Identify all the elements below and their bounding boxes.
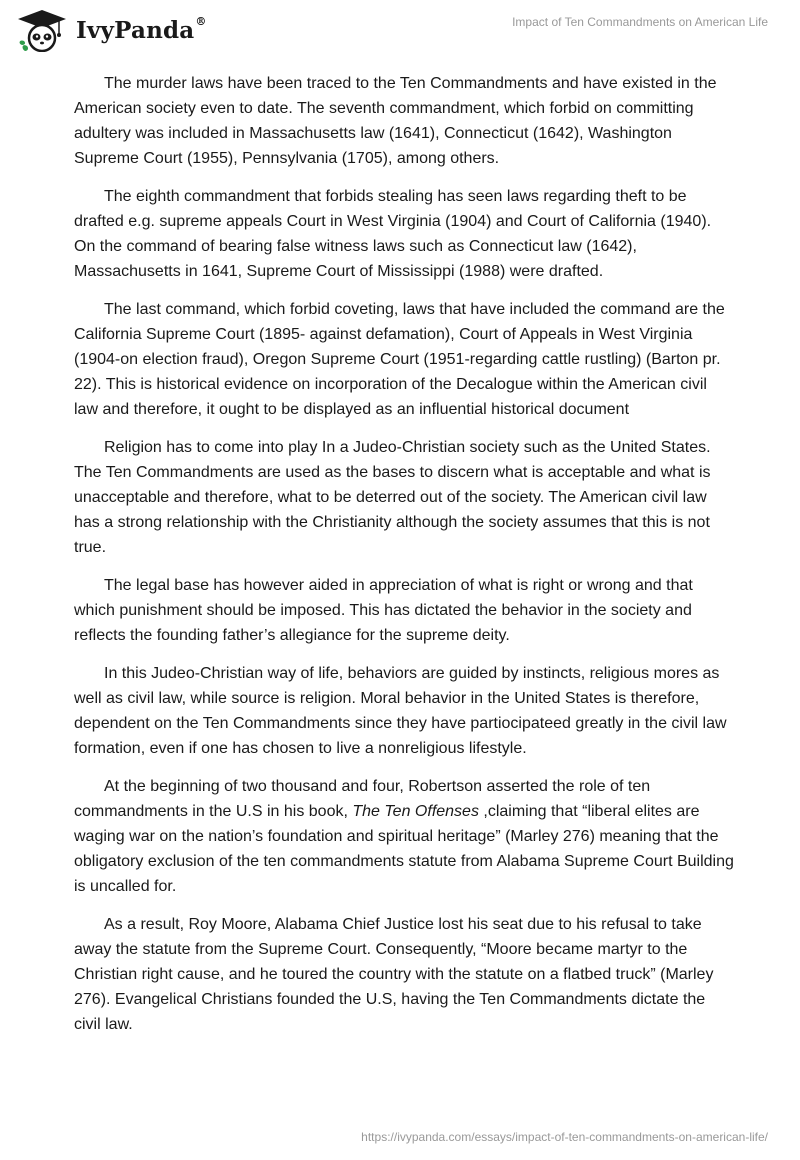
document-title: Impact of Ten Commandments on American Life xyxy=(512,15,768,29)
paragraph-murder-adultery-laws: The murder laws have been traced to the Ten Commandments and have existed in the American society even to date. The seventh commandment, which forbid on committing adultery was included in Massachusetts law (1641), Connecticut (1642), Washington Supreme Court (1955), Pennsylvania (1705), among others. xyxy=(74,75,717,167)
source-url-link[interactable]: https://ivypanda.com/essays/impact-of-ten-commandments-on-american-life/ xyxy=(361,1130,768,1144)
ivypanda-logo[interactable] xyxy=(14,8,207,52)
robertson-text-after: ,claiming that “liberal elites are waging war on the nation’s foundation and spiritual heritage” (Marley 276) meaning that the obligatory exclusion of the ten commandments statute from Alabama Supreme Court Building is uncalled for. xyxy=(74,803,734,895)
paragraph-coveting: The last command, which forbid coveting, laws that have included the command are the California Supreme Court (1895- against defamation), Court of Appeals in West Virginia (1904-on election fraud), Oregon Supreme Court (1951-regarding cattle rustling) (Barton pr. 22). This is historical evidence on incorporation of the Decalogue within the American civil law and therefore, it ought to be displayed as an influential historical document xyxy=(74,301,725,418)
panda-graduation-cap-icon xyxy=(14,8,70,52)
essay-body xyxy=(74,71,734,1050)
book-title: The Ten Offenses xyxy=(352,803,479,820)
paragraph-roy-moore: As a result, Roy Moore, Alabama Chief Justice lost his seat due to his refusal to take away the statute from the Supreme Court. Consequently, “Moore became martyr to the Christian right cause, and he toured the country with the statute on a flatbed truck” (Marley 276). Evangelical Christians founded the U.S, having the Ten Commandments dictate the civil law. xyxy=(74,916,714,1033)
brand-name: IvyPanda® xyxy=(76,14,207,44)
registered-mark: ® xyxy=(195,14,207,28)
paragraph-robertson xyxy=(74,774,734,899)
paragraph-judeo-christian: In this Judeo-Christian way of life, behaviors are guided by instincts, religious mores as well as civil law, while source is religion. Moral behavior in the United States is therefore, dependent on the Ten Commandments since they have partiocipateed greatly in the civil law formation, even if one has chosen to live a nonreligious lifestyle. xyxy=(74,665,727,757)
robertson-text-before: At the beginning of two thousand and four, Robertson asserted the role of ten commandments in the U.S in his book, xyxy=(74,778,651,820)
paragraph-stealing-false-witness: The eighth commandment that forbids stealing has seen laws regarding theft to be drafted e.g. supreme appeals Court in West Virginia (1904) and Court of California (1940). On the command of bearing false witness laws such as Connecticut law (1642), Massachusetts in 1641, Supreme Court of Mississippi (1988) were drafted. xyxy=(74,188,712,280)
page-header xyxy=(0,0,800,70)
paragraph-religion: Religion has to come into play In a Judeo-Christian society such as the United States. The Ten Commandments are used as the bases to discern what is acceptable and what is unacceptable and therefore, what to be deterred out of the society. The American civil law has a strong relationship with the Christianity although the society assumes that this is not true. xyxy=(74,439,711,556)
paragraph-legal-base: The legal base has however aided in appreciation of what is right or wrong and that which punishment should be imposed. This has dictated the behavior in the society and reflects the founding father’s allegiance for the supreme deity. xyxy=(74,577,693,644)
